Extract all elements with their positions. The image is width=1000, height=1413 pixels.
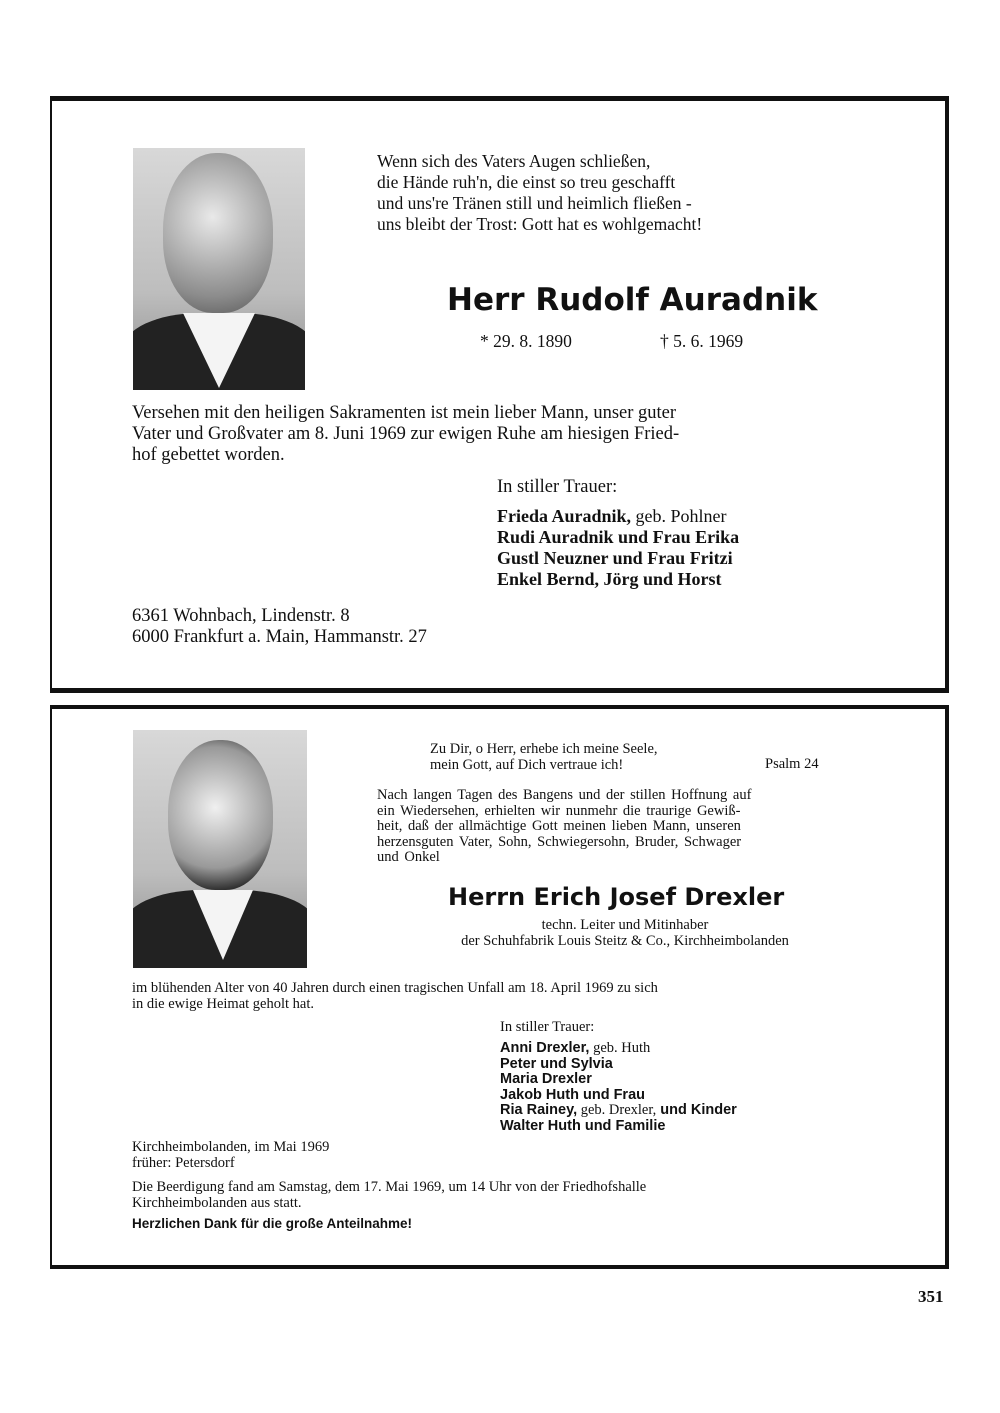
mourner-suffix: und Kinder <box>656 1102 737 1118</box>
mourner: Peter und Sylvia <box>500 1055 613 1072</box>
thanks-text: Herzlichen Dank für die große Anteilnahme! <box>132 1216 413 1231</box>
mourner: Gustl Neuzner und Frau Fritzi <box>497 548 733 568</box>
text-line: techn. Leiter und Mitinhaber <box>541 917 709 933</box>
page-number: 351 <box>918 1287 944 1306</box>
mourning-label: In stiller Trauer: <box>500 1019 595 1035</box>
occupation <box>405 918 845 949</box>
verse-line: uns bleibt der Trost: Gott hat es wohlgemacht! <box>377 214 703 234</box>
mourner <box>500 1103 737 1119</box>
mourner-note: geb. Huth <box>589 1040 651 1056</box>
intro-text <box>377 788 751 866</box>
text-line: herzensguten Vater, Sohn, Schwiegersohn, Bruder, Schwager <box>377 833 742 850</box>
deceased-name: Herr Rudolf Auradnik <box>447 282 818 318</box>
address: 6361 Wohnbach, Lindenstr. 8 <box>132 606 350 626</box>
funeral-info <box>132 1180 646 1211</box>
text-line: Kirchheimbolanden, im Mai 1969 <box>132 1139 330 1155</box>
verse-line: und uns're Tränen still und heimlich fließen - <box>377 193 692 213</box>
mourners-list <box>500 1041 737 1134</box>
verse-line: die Hände ruh'n, die einst so treu geschafft <box>377 172 676 192</box>
text-line: hof gebettet worden. <box>132 445 285 465</box>
mourner-note: geb. Pohlner <box>631 506 727 526</box>
mourners-list <box>497 506 739 590</box>
mourner: Maria Drexler <box>500 1071 592 1087</box>
verse-line: Zu Dir, o Herr, erhebe ich meine Seele, <box>430 741 658 757</box>
verse-line: Wenn sich des Vaters Augen schließen, <box>377 151 651 171</box>
verse-reference: Psalm 24 <box>765 756 819 772</box>
addresses <box>132 606 427 648</box>
address: 6000 Frankfurt a. Main, Hammanstr. 27 <box>132 627 427 647</box>
text-line: ein Wiedersehen, erhielten wir nunmehr die traurige Gewiß- <box>377 802 741 819</box>
portrait-photo-auradnik <box>133 148 305 390</box>
text-line: heit, daß der allmächtige Gott meinen lieben Mann, unseren <box>377 818 741 834</box>
mourner <box>500 1041 737 1057</box>
announcement-text <box>132 981 658 1012</box>
mourner-note: geb. Drexler, <box>577 1102 657 1118</box>
text-line: Kirchheimbolanden aus statt. <box>132 1194 302 1211</box>
birth-date: * 29. 8. 1890 <box>480 331 572 351</box>
place-and-date <box>132 1140 329 1171</box>
death-date: † 5. 6. 1969 <box>660 331 744 351</box>
text-line: und Onkel <box>377 849 440 865</box>
mourner <box>497 506 739 527</box>
text-line: Versehen mit den heiligen Sakramenten ist mein lieber Mann, unser guter <box>132 403 677 423</box>
verse-line: mein Gott, auf Dich vertraue ich! <box>430 756 624 773</box>
text-line: früher: Petersdorf <box>132 1154 235 1171</box>
deceased-name: Herrn Erich Josef Drexler <box>448 883 785 911</box>
verse-2 <box>430 742 658 773</box>
text-line: Die Beerdigung fand am Samstag, dem 17. Mai 1969, um 14 Uhr von der Friedhofshalle <box>132 1179 647 1195</box>
text-line: der Schuhfabrik Louis Steitz & Co., Kirchheimbolanden <box>461 932 789 949</box>
mourner-name: Anni Drexler, <box>500 1040 590 1056</box>
announcement-text <box>132 403 679 466</box>
mourner-name: Frieda Auradnik, <box>497 506 632 526</box>
text-line: in die ewige Heimat geholt hat. <box>132 995 315 1012</box>
text-line: Nach langen Tagen des Bangens und der stillen Hoffnung auf <box>377 787 752 803</box>
mourner: Walter Huth und Familie <box>500 1117 666 1134</box>
mourner: Enkel Bernd, Jörg und Horst <box>497 569 722 589</box>
text-line: im blühenden Alter von 40 Jahren durch einen tragischen Unfall am 18. April 1969 zu sich <box>132 980 658 996</box>
mourner-name: Ria Rainey, <box>500 1102 578 1118</box>
mourning-label: In stiller Trauer: <box>497 477 618 497</box>
mourner: Rudi Auradnik und Frau Erika <box>497 527 740 547</box>
mourner: Jakob Huth und Frau <box>500 1086 645 1103</box>
portrait-photo-drexler <box>133 730 307 968</box>
text-line: Vater und Großvater am 8. Juni 1969 zur ewigen Ruhe am hiesigen Fried- <box>132 424 680 444</box>
verse-1 <box>377 151 702 235</box>
